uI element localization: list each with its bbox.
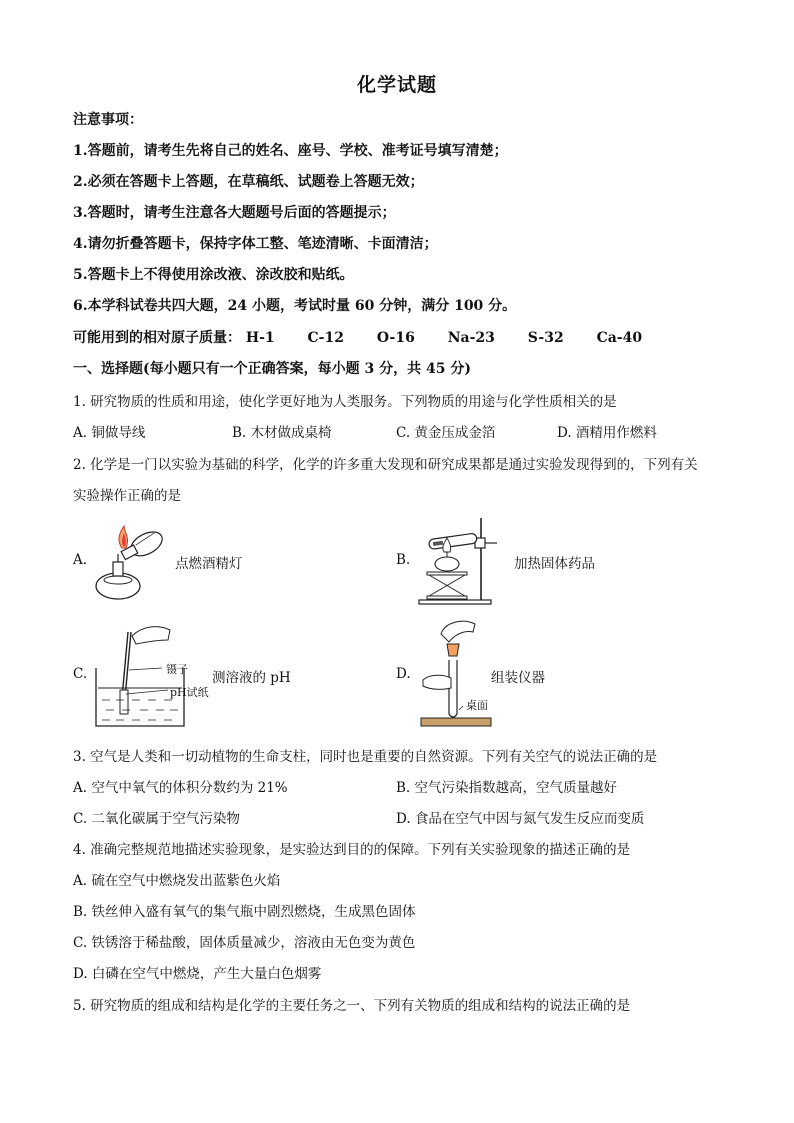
figure-c-caption: 测溶液的 pH [212, 670, 291, 686]
table-surface-label: 桌面 [466, 699, 488, 712]
question-1-option-a: A. 铜做导线 [73, 425, 146, 441]
figure-d-letter: D. [396, 666, 411, 682]
page-title: 化学试题 [356, 74, 437, 96]
question-4-option-a: A. 硫在空气中燃烧发出蓝紫色火焰 [73, 873, 281, 889]
figure-a-caption: 点燃酒精灯 [175, 556, 243, 572]
atomic-masses [73, 327, 642, 347]
atomic-masses-label: 可能用到的相对原子质量： [73, 330, 241, 346]
notice-item-4: 4.请勿折叠答题卡，保持字体工整、笔迹清晰、卡面清洁； [73, 236, 438, 252]
atomic-mass-o: O-16 [376, 330, 415, 346]
tweezers-label: 镊子 [166, 663, 188, 676]
figure-b-letter: B. [396, 552, 411, 568]
notice-item-1: 1.答题前，请考生先将自己的姓名、座号、学校、准考证号填写清楚； [73, 143, 508, 159]
alcohol-lamp-lighting-figure [88, 518, 178, 608]
section-1-heading: 一、选择题(每小题只有一个正确答案，每小题 3 分，共 45 分) [73, 361, 471, 377]
question-3-stem: 3. 空气是人类和一切动植物的生命支柱，同时也是重要的自然资源。下列有关空气的说法正确的是 [73, 749, 658, 765]
question-4-option-c: C. 铁锈溶于稀盐酸，固体质量减少，溶液由无色变为黄色 [73, 935, 416, 951]
notice-heading: 注意事项： [73, 112, 143, 128]
heating-solid-figure [415, 512, 515, 607]
question-3-option-c: C. 二氧化碳属于空气污染物 [73, 811, 240, 827]
question-1-option-b: B. 木材做成桌椅 [232, 425, 332, 441]
question-4-option-b: B. 铁丝伸入盛有氧气的集气瓶中剧烈燃烧，生成黑色固体 [73, 904, 416, 920]
atomic-mass-s: S-32 [527, 330, 564, 346]
question-3-option-d: D. 食品在空气中因与氮气发生反应而变质 [396, 811, 645, 827]
question-5-stem: 5. 研究物质的组成和结构是化学的主要任务之一、下列有关物质的组成和结构的说法正确的是 [73, 998, 631, 1014]
notice-item-2: 2.必须在答题卡上答题，在草稿纸、试题卷上答题无效； [73, 174, 424, 190]
notice-item-5: 5.答题卡上不得使用涂改液、涂改胶和贴纸。 [73, 267, 354, 283]
figure-b-caption: 加热固体药品 [514, 556, 595, 572]
figure-c-letter: C. [73, 666, 88, 682]
question-1-stem: 1. 研究物质的性质和用途，使化学更好地为人类服务。下列物质的用途与化学性质相关的是 [73, 394, 617, 410]
question-4-stem: 4. 准确完整规范地描述实验现象，是实验达到目的的保障。下列有关实验现象的描述正确的是 [73, 842, 631, 858]
figure-d-caption: 组装仪器 [491, 670, 545, 686]
ph-measurement-figure [92, 618, 212, 730]
atomic-mass-na: Na-23 [447, 330, 495, 346]
atomic-mass-c: C-12 [307, 330, 344, 346]
figure-a-letter: A. [73, 552, 88, 568]
atomic-mass-ca: Ca-40 [596, 330, 643, 346]
question-1-option-c: C. 黄金压成金箔 [396, 425, 496, 441]
question-2-stem-line-1: 2. 化学是一门以实验为基础的科学，化学的许多重大发现和研究成果都是通过实验发现得到的，下列有关 [73, 457, 698, 473]
notice-item-6: 6.本学科试卷共四大题，24 小题，考试时量 60 分钟，满分 100 分。 [73, 298, 517, 314]
notice-item-3: 3.答题时，请考生注意各大题题号后面的答题提示； [73, 205, 396, 221]
question-1-option-d: D. 酒精用作燃料 [557, 425, 657, 441]
question-4-option-d: D. 白磷在空气中燃烧，产生大量白色烟雾 [73, 966, 322, 982]
question-2-stem-line-2: 实验操作正确的是 [73, 488, 181, 504]
atomic-mass-h: H-1 [245, 330, 275, 346]
question-3-option-b: B. 空气污染指数越高，空气质量越好 [396, 780, 618, 796]
question-3-option-a: A. 空气中氧气的体积分数约为 21% [73, 780, 288, 796]
ph-paper-label: pH试纸 [170, 686, 209, 699]
